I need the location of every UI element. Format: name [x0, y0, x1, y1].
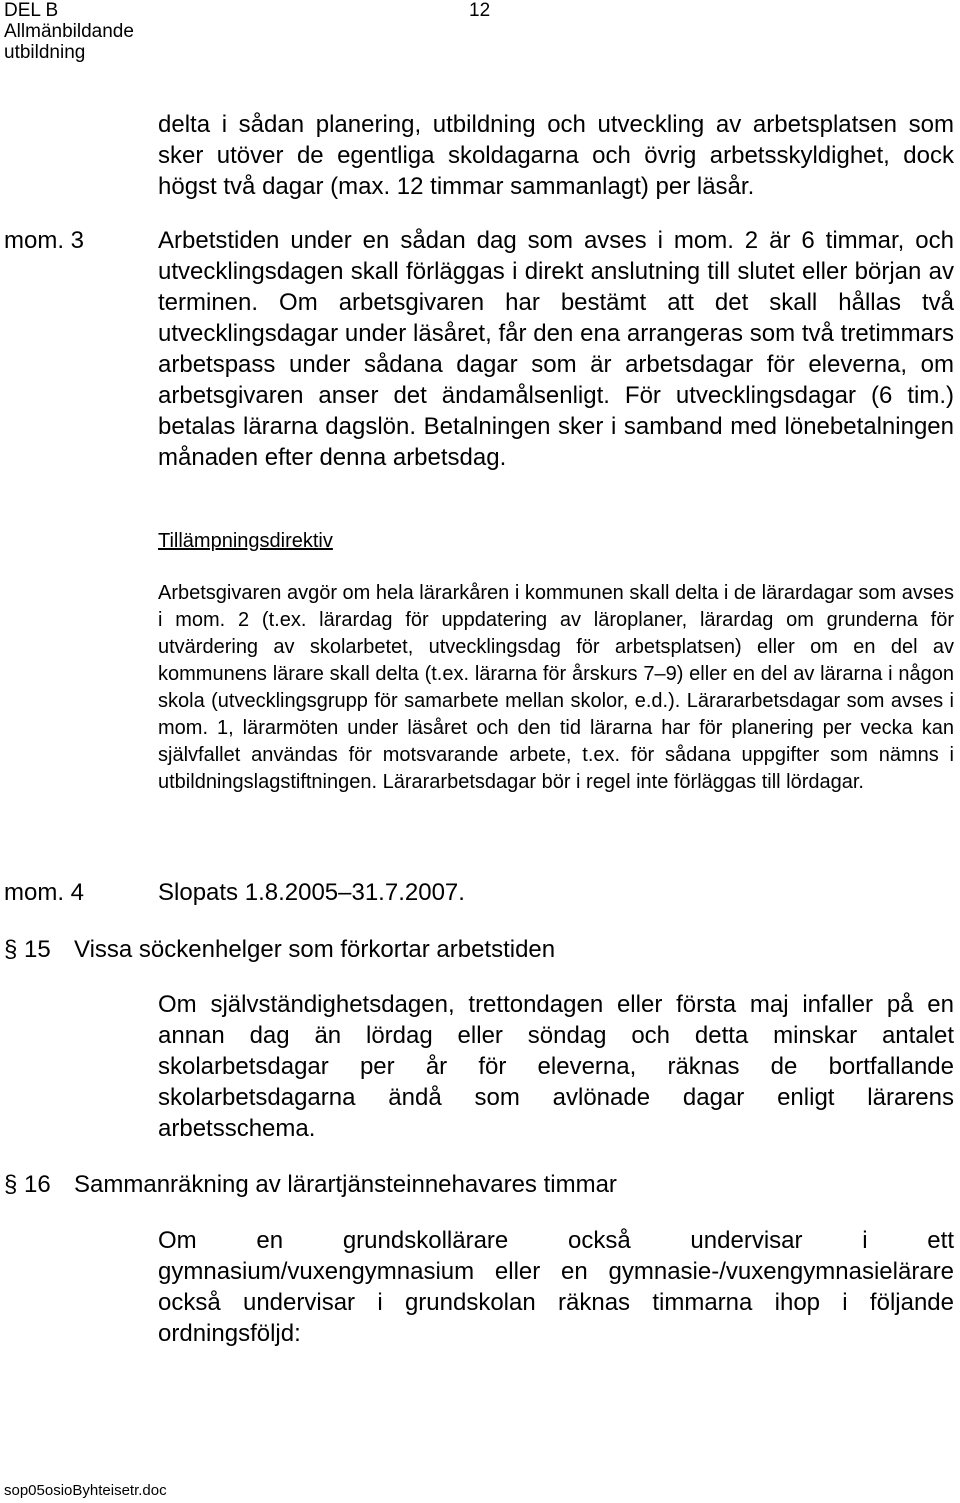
directive-heading: Tillämpningsdirektiv: [158, 530, 333, 552]
mom3-label: mom. 3: [4, 227, 85, 254]
section15-heading: [4, 934, 555, 965]
section16-title: Sammanräkning av lärartjänsteinnehavares timmar: [74, 1171, 617, 1198]
doc-title-line2: utbildning: [4, 42, 86, 63]
mom4-label: mom. 4: [4, 879, 85, 906]
top-paragraph: delta i sådan planering, utbildning och utveckling av arbetsplatsen som sker utöver de egentliga skoldagarna och övrig arbetsskyldighet, dock högst två dagar (max. 12 timmar sammanlagt) per läsår.: [158, 111, 954, 200]
section15-title: Vissa söckenhelger som förkortar arbetstiden: [74, 936, 556, 963]
page-number: 12: [469, 0, 491, 21]
section15-number: § 15: [4, 936, 51, 963]
mom3-paragraph: Arbetstiden under en sådan dag som avses i mom. 2 är 6 timmar, och utvecklingsdagen skall förläggas i direkt anslutning till slutet eller början av terminen. Om arbetsgivaren har bestämt att det skall hållas två utvecklingsdagar under läsåret, får den ena arrangeras som två tretimmars arbetspass under sådana dagar som är arbetsdagar för eleverna, om arbetsgivaren anser det ändamålsenligt. För utvecklingsdagar (6 tim.) betalas lärarna dagslön. Betalningen sker i samband med lönebetalningen månaden efter denna arbetsdag.: [158, 227, 954, 471]
section16-number: § 16: [4, 1171, 51, 1198]
directive-paragraph: Arbetsgivaren avgör om hela lärarkåren i kommunen skall delta i de lärardagar som avses i mom. 2 (t.ex. lärardag för uppdatering av läroplaner, lärardag om grunderna för utvärdering av skolarbetet, utvecklingsdag för arbetsplatsen) eller om en del av kommunens lärare skall delta (t.ex. lärarna för årskurs 7–9) eller en del av lärarna i någon skola (utvecklingsgrupp för samarbete mellan skolor, e.d.). Lärararbetsdagar som avses i mom. 1, lärarmöten under läsåret och den tid lärarna har för planering per vecka kan självfallet användas för motsvarande arbete, t.ex. för sådana uppgifter som nämns i utbildningslagstiftningen. Lärararbetsdagar bör i regel inte förläggas till lördagar.: [158, 582, 954, 793]
doc-title-line1: Allmänbildande: [4, 21, 134, 42]
doc-label: DEL B: [4, 0, 59, 21]
section16-heading: [4, 1169, 617, 1200]
section16-paragraph: Om en grundskollärare också undervisar i ett gymnasium/vuxengymnasium eller en gymnasie-/vuxengymnasielärare också undervisar i grundskolan räknas timmarna ihop i följande ordningsföljd:: [158, 1227, 954, 1347]
footer-filename: sop05osioByhteisetr.doc: [4, 1482, 167, 1499]
document-header: [4, 0, 134, 63]
mom4-text: Slopats 1.8.2005–31.7.2007.: [158, 879, 465, 906]
section15-paragraph: Om självständighetsdagen, trettondagen eller första maj infaller på en annan dag än lördag eller söndag och detta minskar antalet skolarbetsdagar per år för eleverna, räknas de bortfallande skolarbetsdagarna ändå som avlönade dagar enligt lärarens arbetsschema.: [158, 991, 954, 1142]
